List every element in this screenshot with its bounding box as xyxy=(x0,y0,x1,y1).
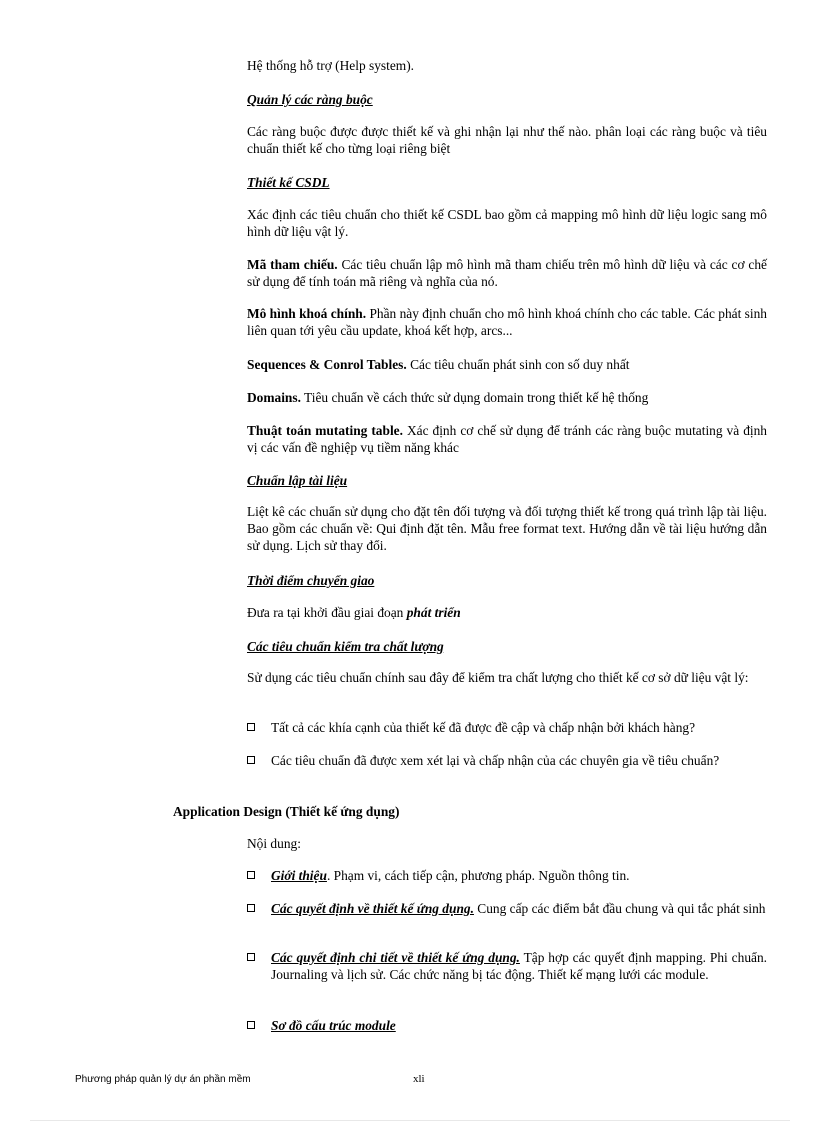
app-bullet-4 xyxy=(247,1017,767,1034)
mutating-label: Thuật toán mutating table. xyxy=(247,423,403,438)
paragraph-handover xyxy=(247,604,461,621)
content-label: Nội dung: xyxy=(247,836,301,851)
paragraph-quality: Sử dụng các tiêu chuẩn chính sau đây để kiểm tra chất lượng cho thiết kế cơ sở dữ liệu vật lý: xyxy=(247,670,749,685)
checkbox-icon xyxy=(247,1021,255,1029)
checkbox-icon xyxy=(247,756,255,764)
ref-code-text: Các tiêu chuẩn lập mô hình mã tham chiếu trên mô hình dữ liệu và các cơ chế sử dụng để tính toán mã riêng và nghĩa của nó. xyxy=(247,257,767,289)
quality-bullet-2-text: Các tiêu chuẩn đã được xem xét lại và chấp nhận của các chuyên gia về tiêu chuẩn? xyxy=(271,753,720,768)
domains-text: Tiêu chuẩn về cách thức sử dụng domain trong thiết kế hệ thống xyxy=(300,390,649,405)
primary-key-label: Mô hình khoá chính. xyxy=(247,306,367,321)
paragraph-doc-standards: Liệt kê các chuẩn sử dụng cho đặt tên đối tượng và đối tượng thiết kế trong quá trình lập tài liệu. Bao gồm các chuẩn về: Qui định đặt tên. Mẫu free format text. Hướng dẫn về tài liệu hướng dẫn sử dụng. Lịch sử thay đổi. xyxy=(247,504,767,553)
heading-constraints: Quản lý các ràng buộc xyxy=(247,92,373,107)
handover-emphasis: phát triển xyxy=(406,605,461,620)
footer-title: Phương pháp quản lý dự án phần mềm xyxy=(75,1074,251,1085)
checkbox-icon xyxy=(247,723,255,731)
ref-code-label: Mã tham chiếu. xyxy=(247,257,338,272)
app-bullet-3 xyxy=(247,949,767,983)
app-bullet-2-text: Cung cấp các điểm bắt đầu chung và qui tắc phát sinh xyxy=(473,901,766,916)
paragraph-constraints: Các ràng buộc được được thiết kế và ghi nhận lại như thế nào. phân loại các ràng buộc và tiêu chuẩn thiết kế cho từng loại riêng biệt xyxy=(247,124,767,156)
paragraph-primary-key xyxy=(247,305,767,339)
page-divider xyxy=(30,1120,790,1121)
sequences-text: Các tiêu chuẩn phát sinh con số duy nhất xyxy=(406,357,630,372)
paragraph-db-design: Xác định các tiêu chuẩn cho thiết kế CSDL bao gồm cả mapping mô hình dữ liệu logic sang mô hình dữ liệu vật lý. xyxy=(247,207,767,239)
paragraph-domains xyxy=(247,389,767,406)
page-number: xli xyxy=(413,1073,425,1085)
checkbox-icon xyxy=(247,904,255,912)
quality-bullet-2 xyxy=(247,752,767,769)
domains-label: Domains. xyxy=(247,390,301,405)
checkbox-icon xyxy=(247,871,255,879)
heading-quality: Các tiêu chuẩn kiểm tra chất lượng xyxy=(247,639,444,654)
application-design-heading: Application Design (Thiết kế ứng dụng) xyxy=(173,804,400,819)
heading-handover: Thời điểm chuyển giao xyxy=(247,573,375,588)
app-bullet-4-label: Sơ đồ cấu trúc module xyxy=(271,1018,396,1033)
primary-key-text: Phần này định chuẩn cho mô hình khoá chính cho các table. Các phát sinh liên quan tới yêu cầu update, khoá kết hợp, arcs... xyxy=(247,306,768,338)
paragraph-mutating xyxy=(247,422,767,456)
mutating-text: Xác định cơ chế sử dụng để tránh các ràng buộc mutating và định vị các vấn đề nghiệp vụ tiềm năng khác xyxy=(247,423,767,455)
handover-text: Đưa ra tại khởi đầu giai đoạn xyxy=(247,605,407,620)
app-bullet-1 xyxy=(247,867,767,884)
app-bullet-2 xyxy=(247,900,767,917)
app-bullet-2-label: Các quyết định về thiết kế ứng dụng. xyxy=(271,901,474,916)
help-system-line: Hệ thống hỗ trợ (Help system). xyxy=(247,58,414,73)
heading-doc-standards: Chuẩn lập tài liệu xyxy=(247,473,348,488)
paragraph-sequences xyxy=(247,356,767,373)
paragraph-ref-code xyxy=(247,256,767,290)
quality-bullet-1 xyxy=(247,719,767,736)
app-bullet-1-label: Giới thiệu xyxy=(271,868,327,883)
quality-bullet-1-text: Tất cả các khía cạnh của thiết kế đã được đề cập và chấp nhận bởi khách hàng? xyxy=(271,720,696,735)
checkbox-icon xyxy=(247,953,255,961)
app-bullet-3-label: Các quyết định chi tiết về thiết kế ứng dụng. xyxy=(271,950,520,965)
app-bullet-1-text: . Phạm vi, cách tiếp cận, phương pháp. Nguồn thông tin. xyxy=(326,868,630,883)
heading-db-design: Thiết kế CSDL xyxy=(247,175,330,190)
app-bullet-3-text: Tập hợp các quyết định mapping. Phi chuẩn. Journaling và lịch sử. Các chức năng bị tác động. Thiết kế mạng lưới các module. xyxy=(271,950,767,982)
sequences-label: Sequences & Conrol Tables. xyxy=(247,357,407,372)
